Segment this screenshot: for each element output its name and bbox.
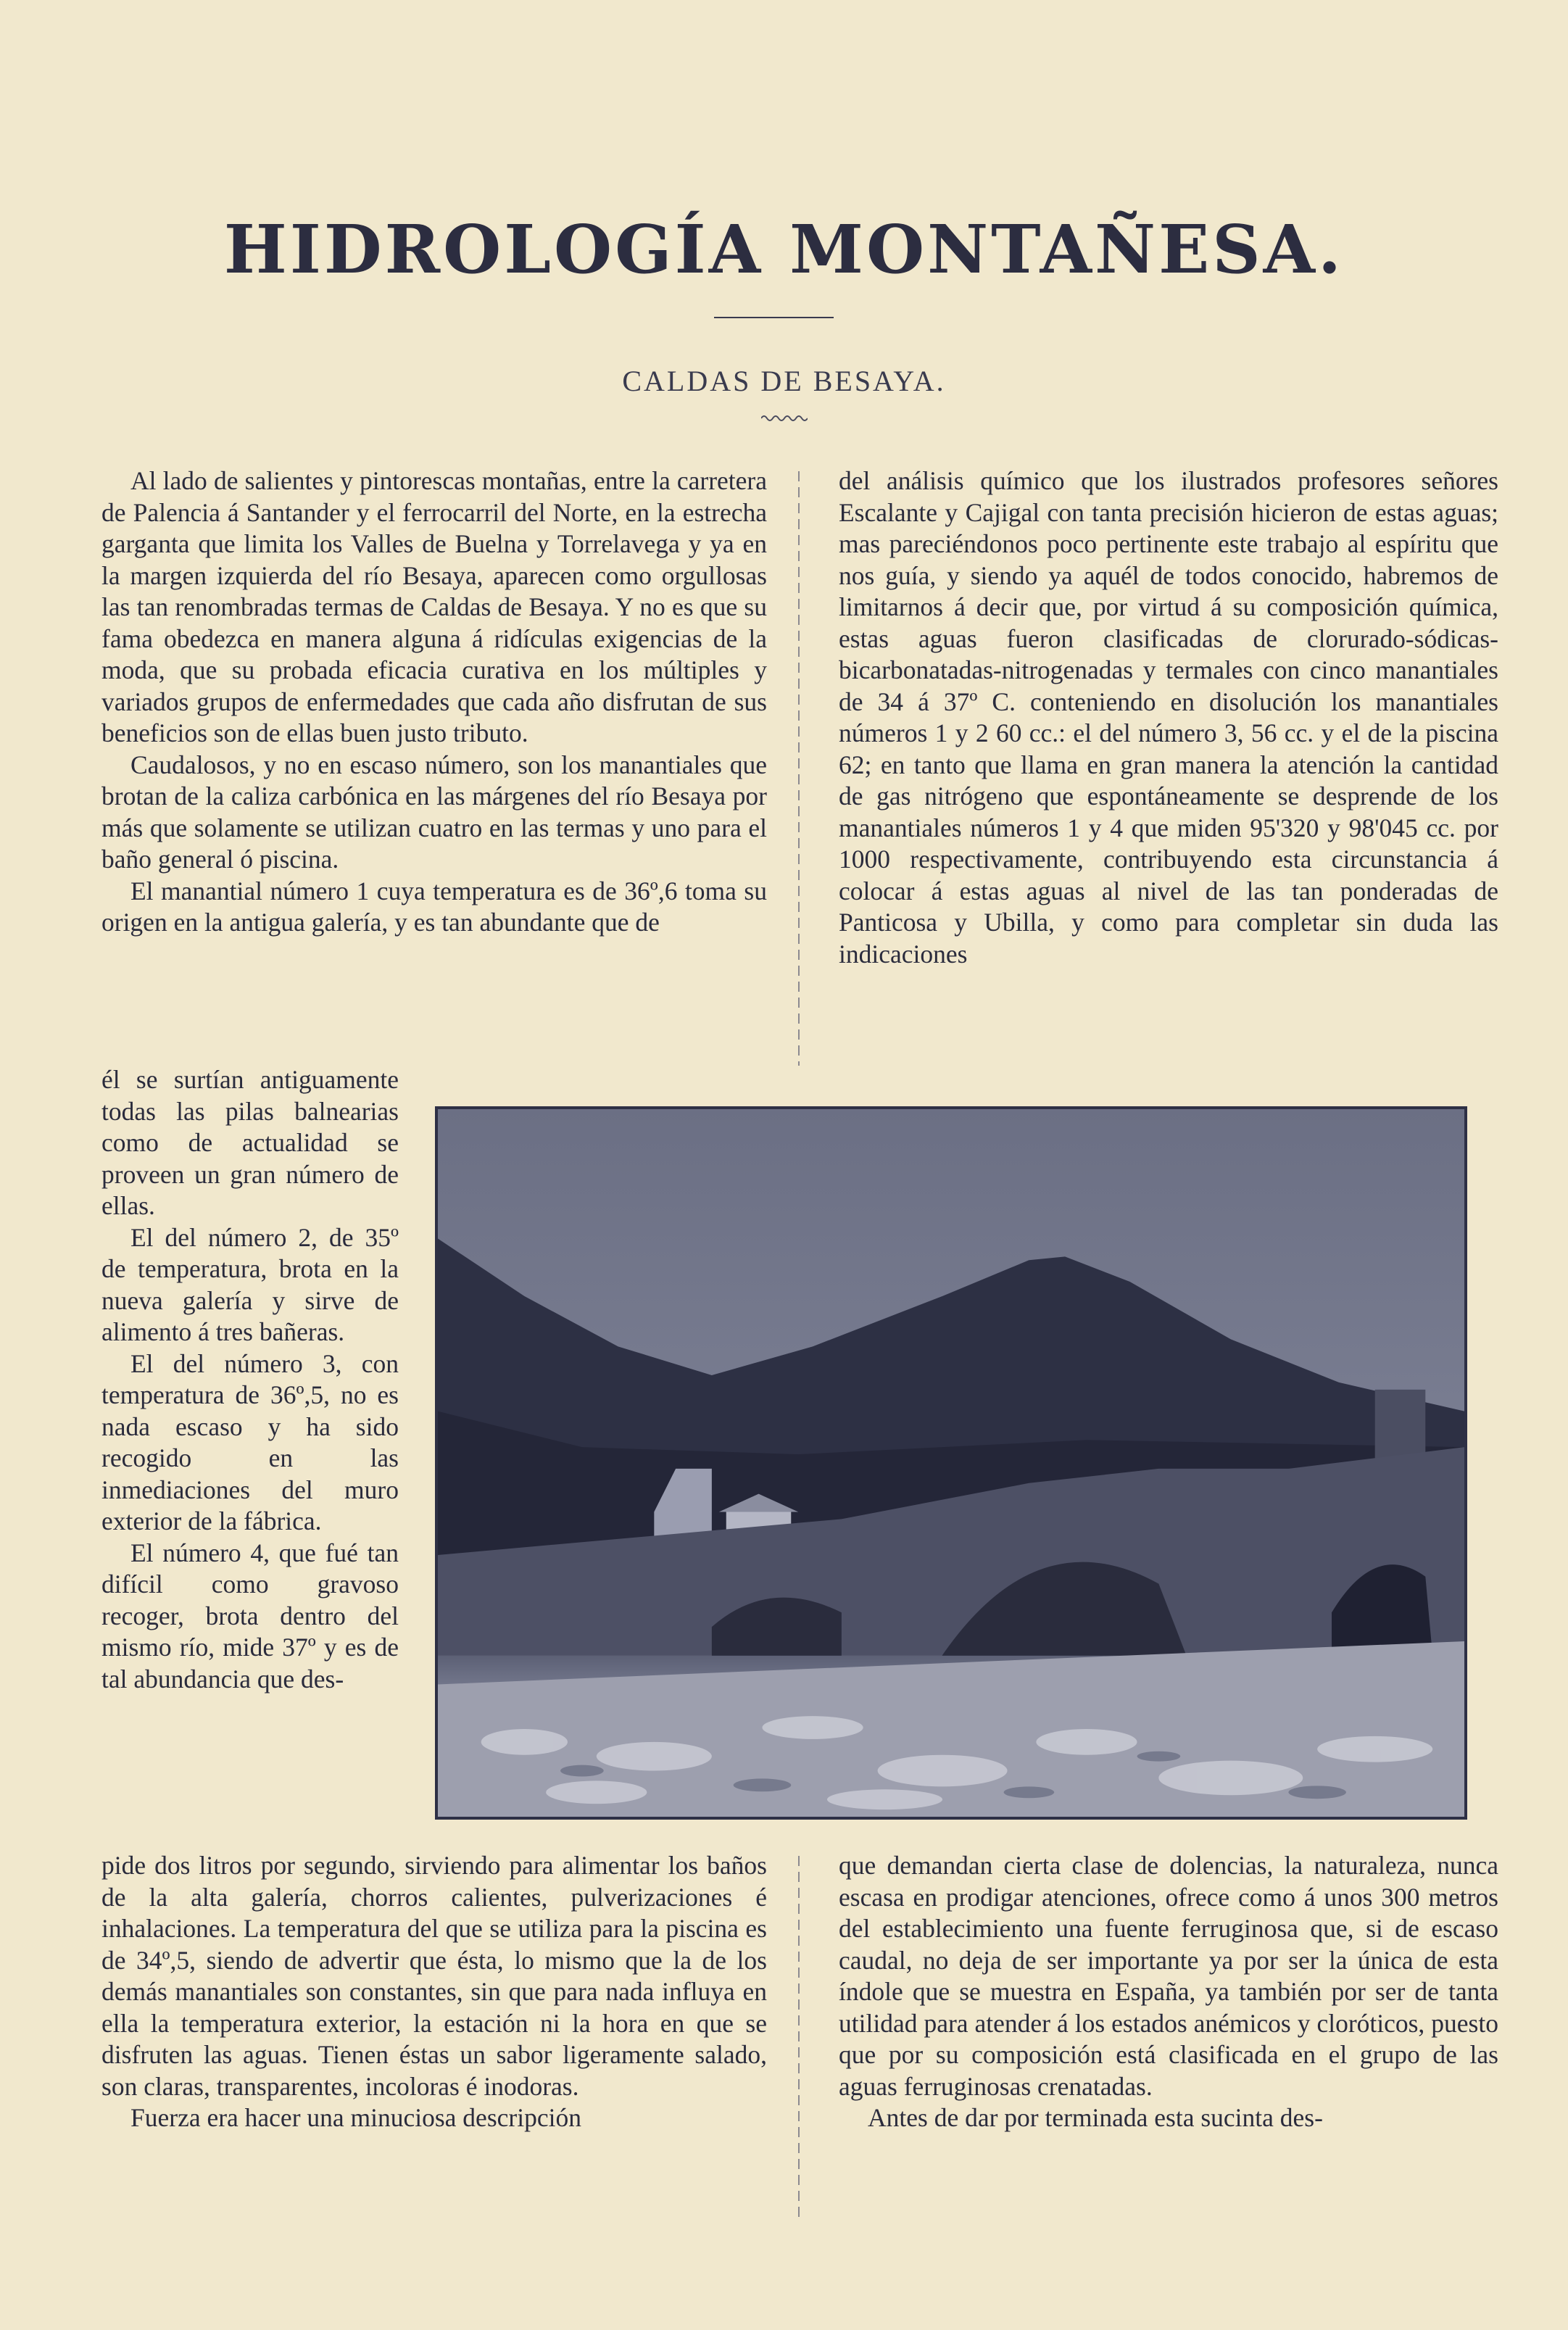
paragraph: que demandan cierta clase de dolencias, la naturaleza, nunca escasa en prodigar atenciones, ofrece como á unos 300 metros del establecimiento una fuente ferruginosa que, si de escaso caudal, no deja de ser importante ya por ser la única de esta índole que se muestra en España, ya también por ser de tanta utilidad para atender á los estados anémicos y cloróticos, puesto que por su composición está clasificada en el grupo de las aguas ferruginosas crenatadas. (839, 1851, 1498, 2101)
left-column-top (101, 465, 767, 939)
paragraph: Fuerza era hacer una minuciosa descripción (130, 2103, 581, 2132)
ornament-wave (761, 414, 808, 423)
paragraph: Al lado de salientes y pintorescas montañas, entre la carretera de Palencia á Santander y el ferrocarril del Norte, en la estrecha garganta que limita los Valles de Buelna y Torrelavega y ya en la margen izquierda del río Besaya, aparecen como orgullosas las tan renombradas termas de Caldas de Besaya. Y no es que su fama obedezca en manera alguna á ridículas exigencias de la moda, que su probada eficacia curativa en los múltiples y variados grupos de enfermedades que cada año disfrutan de sus beneficios son de ellas buen justo tributo. (101, 466, 767, 747)
column-divider-top (797, 471, 800, 1066)
paragraph: del análisis químico que los ilustrados profesores señores Escalante y Cajigal con tanta precisión hicieron de estas aguas; mas pareciéndonos poco pertinente este trabajo al espíritu que nos guía, y siendo ya aquél de todos conocido, habremos de limitarnos á decir que, por virtud á su composición química, estas aguas fueron clasificadas de clorurado-sódicas-bicarbonatadas-nitrogenadas y termales con cinco manantiales de 34 á 37º C. conteniendo en disolución los manantiales números 1 y 2 60 cc.: el del número 3, 56 cc. y el de la piscina 62; en tanto que llama en gran manera la atención la cantidad de gas nitrógeno que espontáneamente se desprende de los manantiales números 1 y 4 que miden 95'320 y 98'045 cc. por 1000 respectivamente, contribuyendo esta circunstancia á colocar á estas aguas al nivel de las tan ponderadas de Panticosa y Ubilla, y como para completar sin duda las indicaciones (839, 466, 1498, 969)
right-column-bottom (839, 1850, 1498, 2134)
paragraph: El del número 2, de 35º de temperatura, brota en la nueva galería y sirve de alimento á tres bañeras. (101, 1222, 399, 1346)
column-divider-bottom (797, 1856, 800, 2218)
page-title: HIDROLOGÍA MONTAÑESA. (223, 210, 1345, 289)
title-rule (714, 317, 834, 318)
left-column-bottom (101, 1850, 767, 2134)
paragraph: El manantial número 1 cuya temperatura es de 36º,6 toma su origen en la antigua galería, y es tan abundante que de (101, 876, 767, 937)
right-column-top (839, 465, 1498, 970)
section-subtitle: CALDAS DE BESAYA. (622, 365, 946, 397)
left-column-wrap (101, 1064, 399, 1695)
paragraph: pide dos litros por segundo, sirviendo para alimentar los baños de la alta galería, chorros calientes, pulverizaciones é inhalaciones. La temperatura del que se utiliza para la piscina es de 34º,5, siendo de advertir que ésta, lo mismo que la de los demás manantiales son constantes, sin que para nada influya en ella la temperatura exterior, la estación ni la hora en que se disfruten las aguas. Tienen éstas un sabor ligeramente salado, son claras, transparentes, incoloras é inodoras. (101, 1851, 767, 2101)
paragraph: Antes de dar por terminada esta sucinta des- (868, 2103, 1323, 2132)
paragraph: Caudalosos, y no en escaso número, son los manantiales que brotan de la caliza carbónica en las márgenes del río Besaya por más que solamente se utilizan cuatro en las termas y uno para el baño general ó piscina. (101, 750, 767, 874)
bridge-photograph (435, 1106, 1467, 1820)
paragraph: El del número 3, con temperatura de 36º,5, no es nada escaso y ha sido recogido en las inmediaciones del muro exterior de la fábrica. (101, 1348, 399, 1535)
paragraph: El número 4, que fué tan difícil como gravoso recoger, brota dentro del mismo río, mide 37º y es de tal abundancia que des- (101, 1538, 399, 1693)
photo-illustration (438, 1109, 1464, 1817)
paragraph: él se surtían antiguamente todas las pilas balnearias como de actualidad se proveen un gran número de ellas. (101, 1065, 399, 1220)
